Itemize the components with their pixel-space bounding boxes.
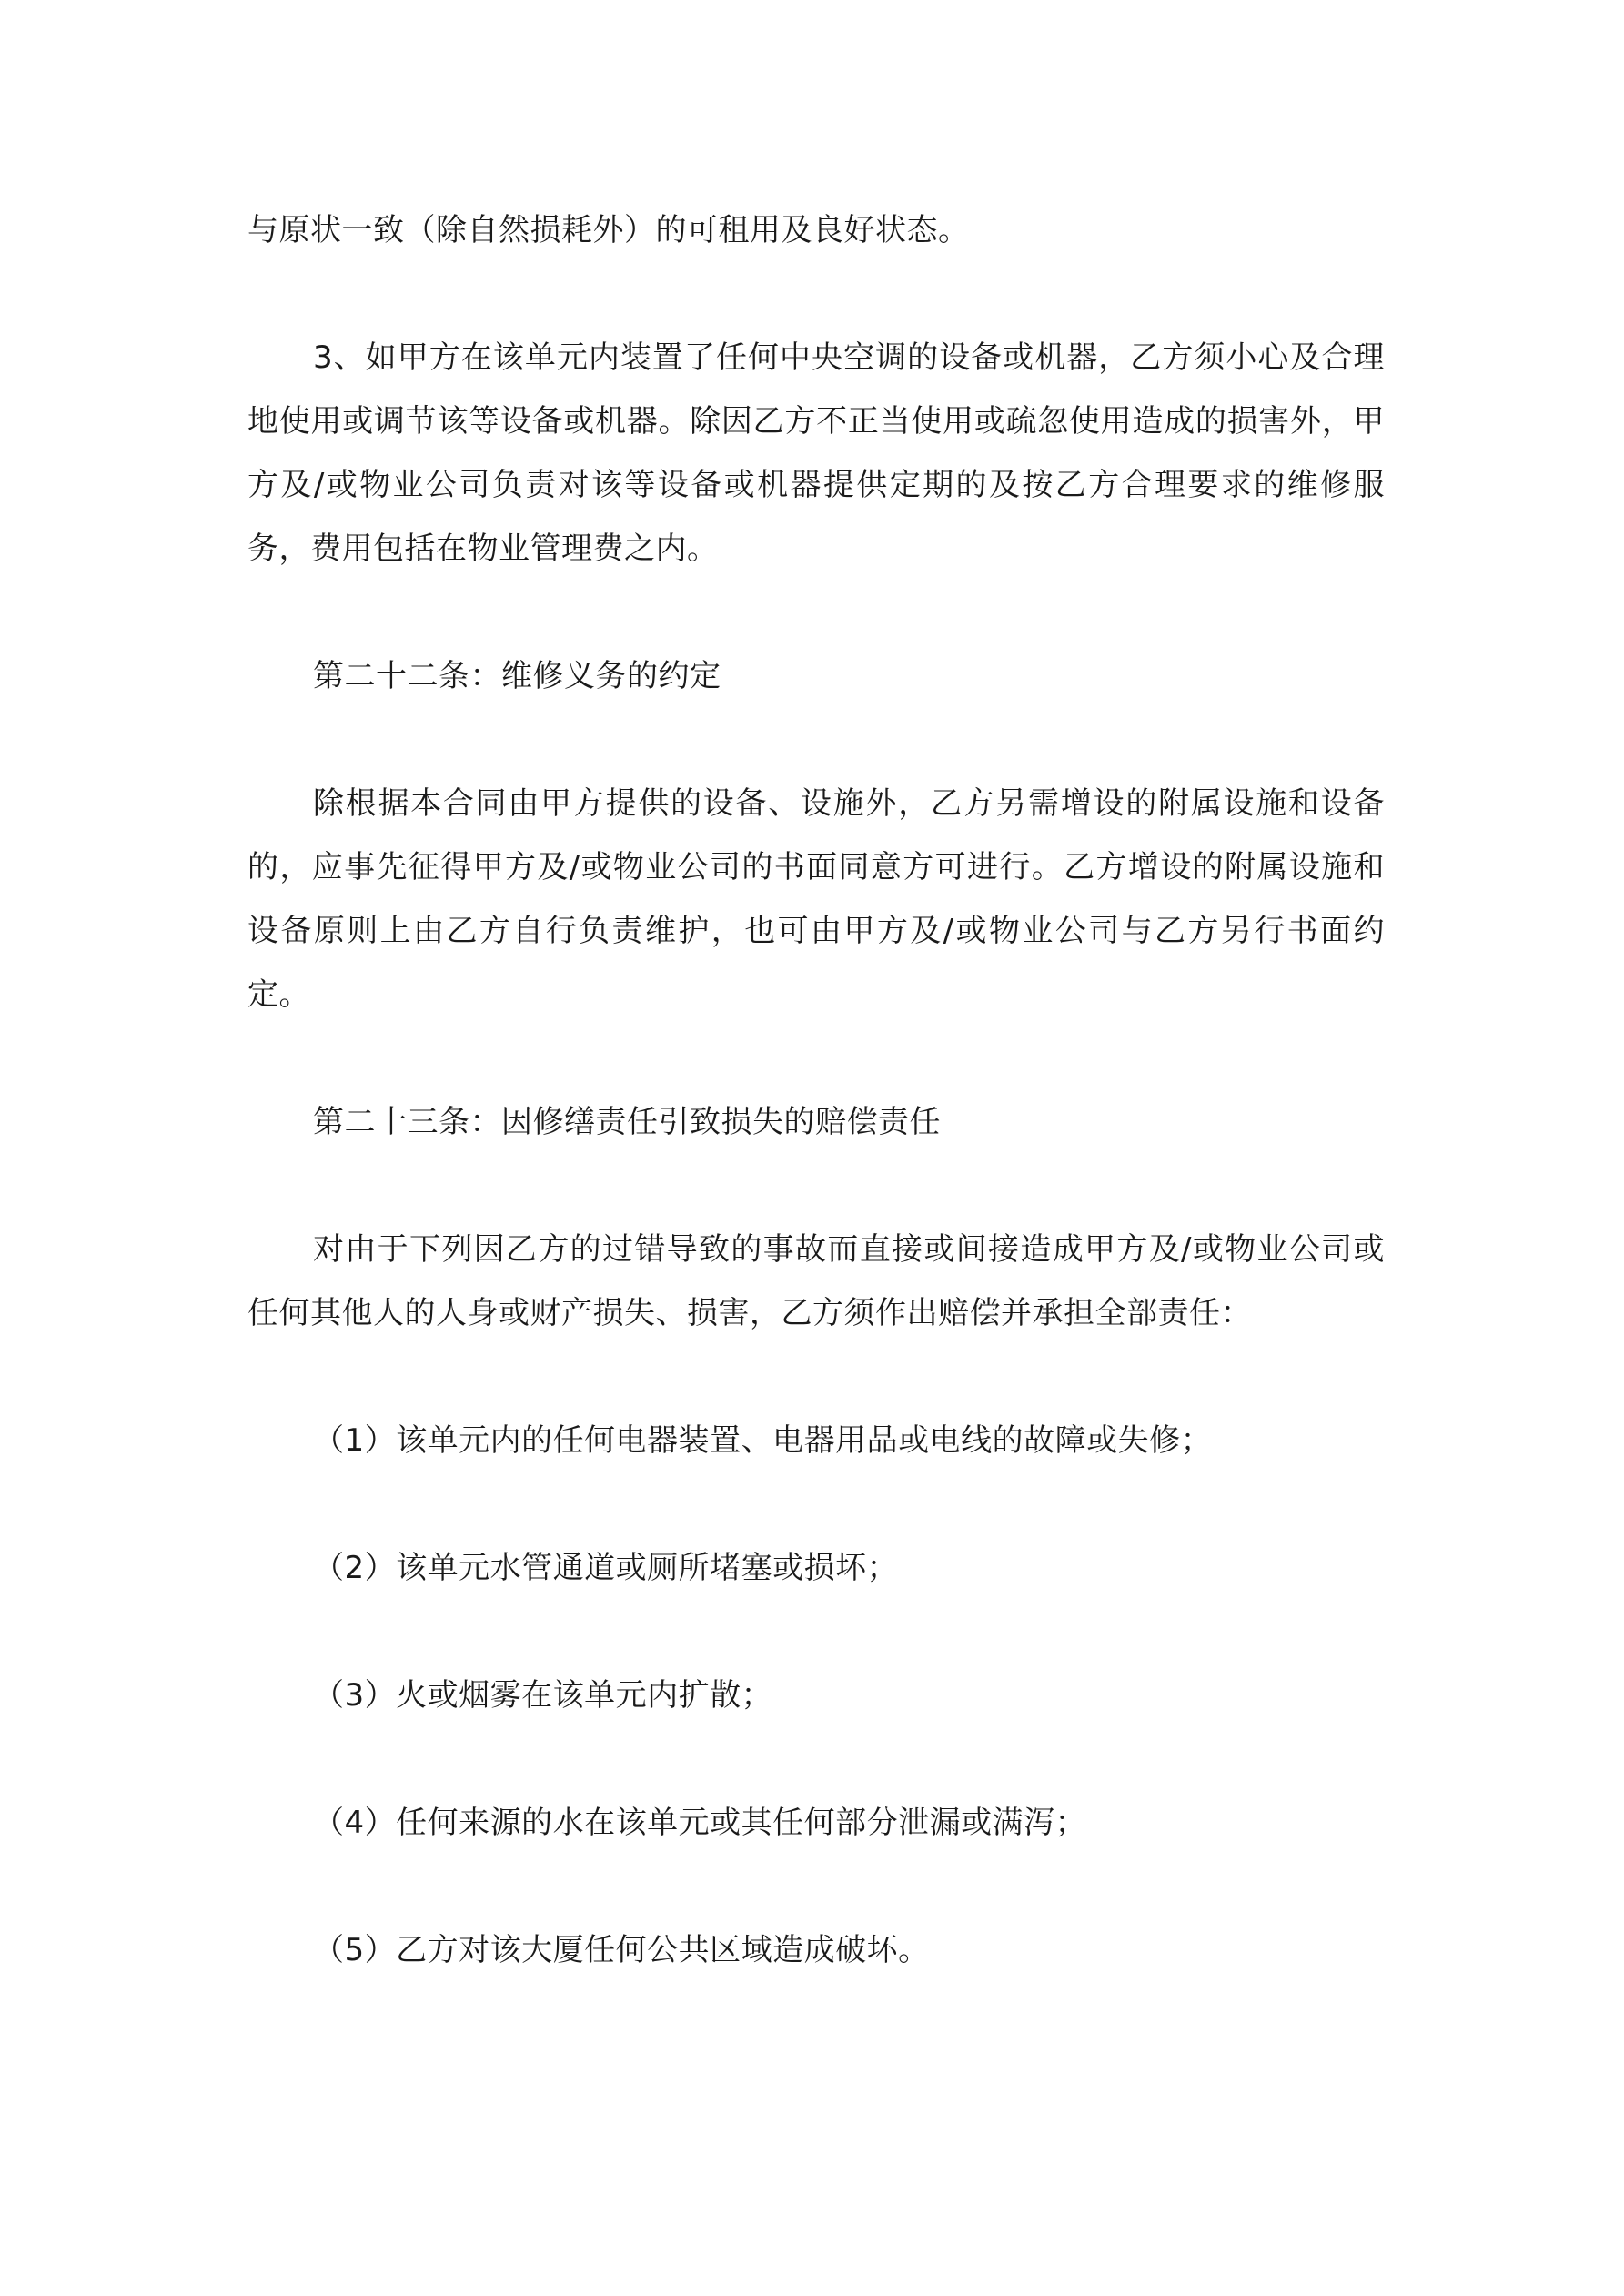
continuation-paragraph: 与原状一致（除自然损耗外）的可租用及良好状态。 <box>247 212 970 248</box>
list-item: （1）该单元内的任何电器装置、电器用品或电线的故障或失修； <box>313 1422 1213 1459</box>
article-23-heading: 第二十三条：因修缮责任引致损失的赔偿责任 <box>313 1104 941 1140</box>
article-23-paragraph: 对由于下列因乙方的过错导致的事故而直接或间接造成甲方及/或物业公司或任何其他人的人身或财产损失、损害，乙方须作出赔偿并承担全部责任： <box>247 1231 1385 1331</box>
list-item: （2）该单元水管通道或厕所堵塞或损坏； <box>313 1550 899 1586</box>
list-item: （3）火或烟雾在该单元内扩散； <box>313 1677 773 1714</box>
list-item: （5）乙方对该大厦任何公共区域造成破坏。 <box>313 1932 930 1968</box>
list-item: （4）任何来源的水在该单元或其任何部分泄漏或满泻； <box>313 1805 1087 1841</box>
article-22-paragraph: 除根据本合同由甲方提供的设备、设施外，乙方另需增设的附属设施和设备的，应事先征得甲方及/或物业公司的书面同意方可进行。乙方增设的附属设施和设备原则上由乙方自行负责维护，也可由甲方及/或物业公司与乙方另行书面约定。 <box>247 785 1385 1013</box>
clause-3-paragraph: 3、如甲方在该单元内装置了任何中央空调的设备或机器，乙方须小心及合理地使用或调节该等设备或机器。除因乙方不正当使用或疏忽使用造成的损害外，甲方及/或物业公司负责对该等设备或机器提供定期的及按乙方合理要求的维修服务，费用包括在物业管理费之内。 <box>247 339 1385 567</box>
article-22-heading: 第二十二条：维修义务的约定 <box>313 658 721 694</box>
